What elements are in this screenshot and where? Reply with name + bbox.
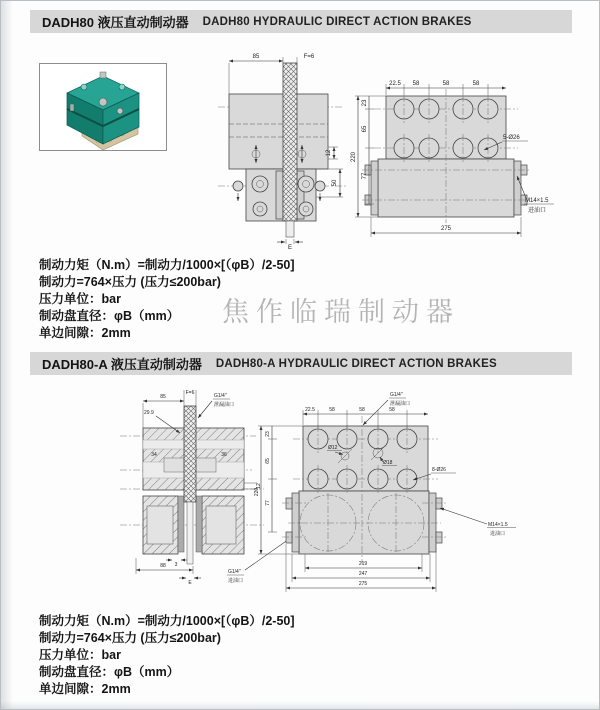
dim-label: 247 — [358, 571, 368, 577]
dim-label: 220 — [254, 487, 260, 497]
fig1-side-view — [218, 54, 346, 249]
spec-line: 制动盘直径：φB（mm） — [39, 309, 180, 323]
section2-title-en: DADH80-A HYDRAULIC DIRECT ACTION BRAKES — [215, 357, 497, 370]
spec-line: 制动力=764×压力 (压力≤200bar) — [39, 631, 221, 645]
dim-label: 22.5 — [389, 81, 401, 87]
inlet-port-label: G1/4″ — [228, 569, 241, 575]
port-label-cn: 进油口 — [490, 531, 506, 537]
section1-title-cn: DADH80 液压直动制动器 — [42, 15, 189, 30]
product-photo — [40, 64, 166, 150]
fig1-front-view — [351, 81, 554, 237]
dim-label: E — [287, 245, 293, 249]
dim-label: 58 — [472, 81, 480, 87]
dim-label: 220 — [351, 151, 357, 163]
dim-label: 219 — [358, 561, 368, 567]
dim-label: 65 — [362, 125, 368, 133]
dim-label: 23 — [265, 431, 271, 437]
dim-label: 85 — [252, 54, 260, 60]
holes-label: 8-Ø26 — [432, 467, 446, 473]
dim-label: 275 — [440, 226, 452, 232]
spec-line: 制动力=764×压力 (压力≤200bar) — [39, 275, 221, 289]
port-label: M14×1.5 — [525, 198, 549, 204]
figure-dadh80a-drawing — [116, 386, 521, 606]
fig2-front-view — [254, 392, 516, 592]
hole-d18-label: Ø18 — [383, 460, 393, 466]
section1-header-bar — [30, 10, 572, 33]
dim-label: 23 — [362, 99, 368, 107]
dim-label: 58 — [412, 81, 420, 87]
dim-label: 58 — [389, 407, 395, 413]
section1-title-en: DADH80 HYDRAULIC DIRECT ACTION BRAKES — [202, 15, 472, 28]
dim-label: 29.9 — [144, 410, 154, 416]
dim-label: E — [188, 580, 192, 586]
holes-label: 5-Ø26 — [503, 135, 520, 141]
brake-isometric-illustration — [67, 72, 139, 150]
dim-label: 12 — [326, 149, 332, 157]
dim-label: 88 — [160, 563, 166, 569]
dim-label: 50 — [332, 179, 338, 187]
dim-label: 58 — [329, 407, 335, 413]
figure-dadh80-drawing — [216, 49, 571, 249]
spec-line: 压力单位：bar — [39, 648, 121, 662]
dim-label: 12 — [256, 483, 262, 489]
dim-label: 65 — [265, 458, 271, 464]
dim-label: 77 — [265, 500, 271, 506]
dim-label: 3 — [174, 562, 178, 568]
fig2-side-view — [120, 390, 292, 586]
spec-line: 单边间隙：2mm — [39, 682, 131, 696]
leak-port-label-cn: 泄漏油口 — [214, 402, 235, 408]
dim-label: 22.5 — [305, 407, 315, 413]
spec-line: 制动力矩（N.m）=制动力/1000×[（φB）/2-50] — [39, 258, 295, 272]
spec-line: 单边间隙：2mm — [39, 326, 131, 340]
spec-line: 压力单位：bar — [39, 292, 121, 306]
inlet-port-label-cn: 进油口 — [228, 578, 244, 584]
dim-label: 34 — [151, 452, 157, 458]
section2-specs — [39, 613, 295, 698]
figure-dadh80a — [116, 386, 521, 606]
spec-line: 制动力矩（N.m）=制动力/1000×[（φB）/2-50] — [39, 614, 295, 628]
leak-port-label: G1/4″ — [390, 392, 403, 398]
port-label-cn: 进油口 — [528, 208, 547, 214]
watermark-text: 焦作临瑞制动器 — [222, 297, 460, 328]
dim-label: 58 — [359, 407, 365, 413]
product-photo-frame — [39, 63, 167, 151]
dim-label: 77 — [362, 172, 368, 180]
hole-d12-label: Ø12 — [328, 445, 338, 451]
dim-label: 36 — [221, 452, 227, 458]
spec-line: 制动盘直径：φB（mm） — [39, 665, 180, 679]
section2-header-bar — [30, 352, 572, 375]
dim-label: 275 — [358, 581, 368, 587]
dim-label: F=6 — [303, 54, 315, 60]
figure-dadh80 — [216, 49, 571, 249]
section2-title-cn: DADH80-A 液压直动制动器 — [42, 357, 202, 372]
leak-port-label-cn: 泄漏油口 — [390, 401, 411, 407]
dim-label: 85 — [160, 394, 166, 400]
dim-label: F=6 — [185, 390, 195, 396]
port-label: M14×1.5 — [488, 522, 508, 528]
leak-port-label: G1/4″ — [214, 393, 227, 399]
dim-label: 58 — [442, 81, 450, 87]
